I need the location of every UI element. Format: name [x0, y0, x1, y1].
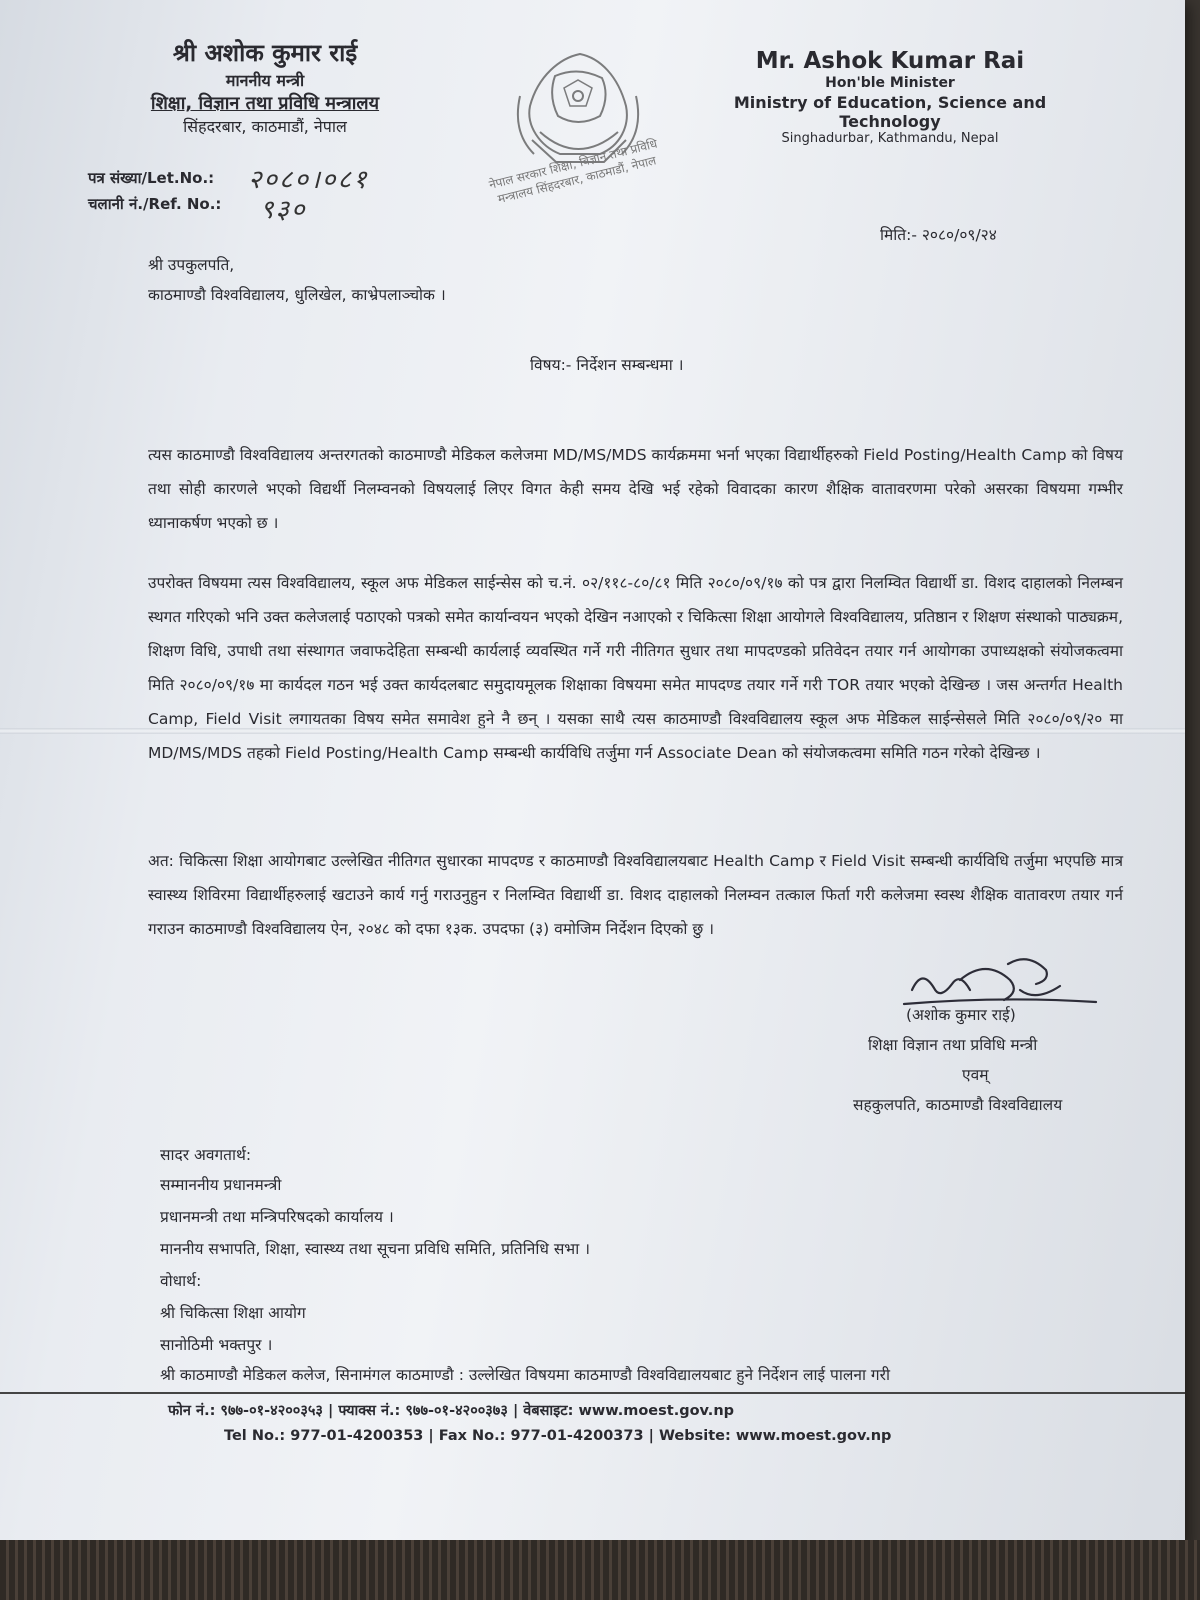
letter-number-label: पत्र संख्या/Let.No.: — [88, 169, 215, 187]
letter-number-value: २०८०।०८१ — [248, 165, 369, 195]
info-label: वोधार्थ: — [160, 1272, 202, 1290]
signatory-title3: सहकुलपति, काठमाण्डौ विश्वविद्यालय — [853, 1096, 1063, 1114]
minister-name-np: श्री अशोक कुमार राई — [172, 39, 358, 67]
ministry-name-np: शिक्षा, विज्ञान तथा प्रविधि मन्त्रालय — [150, 93, 380, 114]
minister-name-en: Mr. Ashok Kumar Rai — [755, 48, 1025, 74]
cc-item: प्रधानमन्त्री तथा मन्त्रिपरिषदको कार्यालय । — [160, 1208, 394, 1226]
nepal-government-emblem-icon — [460, 36, 690, 216]
letter-date: मिति:- २०८०/०९/२४ — [880, 226, 997, 244]
recipient-line1: श्री उपकुलपति, — [148, 256, 235, 274]
desk-background — [0, 1540, 1200, 1600]
signatory-title1: शिक्षा विज्ञान तथा प्रविधि मन्त्री — [868, 1036, 1038, 1054]
footer-rule — [0, 1392, 1185, 1394]
ministry-name-en-line1: Ministry of Education, Science and — [733, 93, 1047, 112]
letter-subject: विषय:- निर्देशन सम्बन्धमा । — [530, 356, 684, 374]
paper-fold — [0, 728, 1185, 734]
ministry-address-en: Singhadurbar, Kathmandu, Nepal — [781, 131, 999, 146]
cc-item: माननीय सभापति, शिक्षा, स्वास्थ्य तथा सूचना प्रविधि समिति, प्रतिनिधि सभा । — [160, 1240, 591, 1258]
paragraph-1: त्यस काठमाण्डौ विश्वविद्यालय अन्तरगतको काठमाण्डौ मेडिकल कलेजमा MD/MS/MDS कार्यक्रममा भर्ना भएका विद्यार्थीहरुको Field Posting/Health Camp को विषय तथा सोही कारणले भएको विद्यर्थी निलम्वनको विषयलाई लिएर विगत केही समय देखि भई रहेको विवादका कारण शैक्षिक वातावरणमा परेको असरका विषयमा गम्भीर ध्यानाकर्षण भएको छ । — [148, 446, 1123, 532]
ministry-address-np: सिंहदरबार, काठमाडौं, नेपाल — [183, 117, 347, 136]
footer-contact-en: Tel No.: 977-01-4200353 | Fax No.: 977-01-4200373 | Website: www.moest.gov.np — [224, 1428, 892, 1444]
reference-number-label: चलानी नं./Ref. No.: — [88, 195, 222, 213]
reference-number-value: ९३० — [260, 195, 307, 225]
ministry-name-en-line2: Technology — [839, 112, 941, 131]
cc-item: सम्माननीय प्रधानमन्त्री — [160, 1176, 282, 1194]
recipient-line2: काठमाण्डौ विश्वविद्यालय, धुलिखेल, काभ्रेपलाञ्चोक । — [148, 286, 446, 304]
signatory-name: (अशोक कुमार राई) — [906, 1006, 1016, 1024]
header-english — [720, 48, 1060, 146]
cc-label: सादर अवगतार्थ: — [160, 1146, 252, 1164]
footer-contact-np: फोन नं.: ९७७-०१-४२००३५३ | फ्याक्स नं.: ९७७-०१-४२००३७३ | वेबसाइट: www.moest.gov.np — [168, 1403, 735, 1419]
emblem-seal-text: नेपाल सरकार शिक्षा, विज्ञान तथा प्रविधि मन्त्रालय सिंहदरबार, काठमाडौं, नेपाल — [487, 136, 659, 207]
paragraph-2: उपरोक्त विषयमा त्यस विश्वविद्यालय, स्कूल अफ मेडिकल साईन्सेस को च.नं. ०२/११८-८०/८१ मिति २०८०/०९/१७ को पत्र द्वारा निलम्वित विद्यार्थी डा. विशद दाहालको निलम्बन स्थगत गरिएको भनि उक्त कलेजलाई पठाएको पत्रको समेत कार्यान्वयन भएको देखिन नआएको र चिकित्सा शिक्षा आयोगले विश्वविद्यालय, प्रतिष्ठान र शिक्षण संस्थाको पाठ्यक्रम, शिक्षण विधि, उपाधी तथा संस्थागत जवाफदेहिता सम्बन्धी कार्यलाई व्यवस्थित गर्ने गरी नीतिगत सुधार तथा मापदण्डको प्रतिवेदन तयार गर्न आयोगका उपाध्यक्षको संयोजकत्वमा मिति २०८०/०९/१७ मा कार्यदल गठन भई उक्त कार्यदलबाट समुदायमूलक शिक्षाका विषयमा समेत मापदण्ड तयार गर्ने गरी TOR तयार भएको देखिन्छ । जस अन्तर्गत Health Camp, Field Visit लगायतका विषय समेत समावेश हुने नै छन् । यसका साथै त्यस काठमाण्डौ विश्वविद्यालय स्कूल अफ मेडिकल साईन्सेसले मिति २०८०/०९/२० मा MD/MS/MDS तहको Field Posting/Health Camp सम्बन्धी कार्यविधि तर्जुमा गर्न Associate Dean को संयोजकत्वमा समिति गठन गरेको देखिन्छ । — [148, 574, 1123, 762]
info-item: सानोठिमी भक्तपुर । — [160, 1336, 273, 1354]
minister-title-en: Hon'ble Minister — [825, 75, 955, 91]
info-item: श्री काठमाण्डौ मेडिकल कलेज, सिनामंगल काठमाण्डौ : उल्लेखित विषयमा काठमाण्डौ विश्वविद्यालयबाट हुने निर्देशन लाई पालना गरी — [160, 1366, 890, 1384]
info-item: श्री चिकित्सा शिक्षा आयोग — [160, 1304, 306, 1322]
paragraph-3: अत: चिकित्सा शिक्षा आयोगबाट उल्लेखित नीतिगत सुधारका मापदण्ड र काठमाण्डौ विश्वविद्यालयबाट Health Camp र Field Visit सम्बन्धी कार्यविधि तर्जुमा भएपछि मात्र स्वास्थ्य शिविरमा विद्यार्थीहरुलाई खटाउने कार्य गर्नु गराउनुहुन र निलम्वित विद्यार्थी डा. विशद दाहालको निलम्वन तत्काल फिर्ता गरी कलेजमा स्वस्थ शैक्षिक वातावरण तयार गर्न गराउन काठमाण्डौ विश्वविद्यालय ऐन, २०४८ को दफा १३क. उपदफा (३) वमोजिम निर्देशन दिएको छु । — [148, 852, 1123, 938]
minister-title-np: माननीय मन्त्री — [225, 71, 305, 90]
signatory-title2: एवम् — [962, 1066, 989, 1084]
header-nepali — [95, 36, 435, 137]
